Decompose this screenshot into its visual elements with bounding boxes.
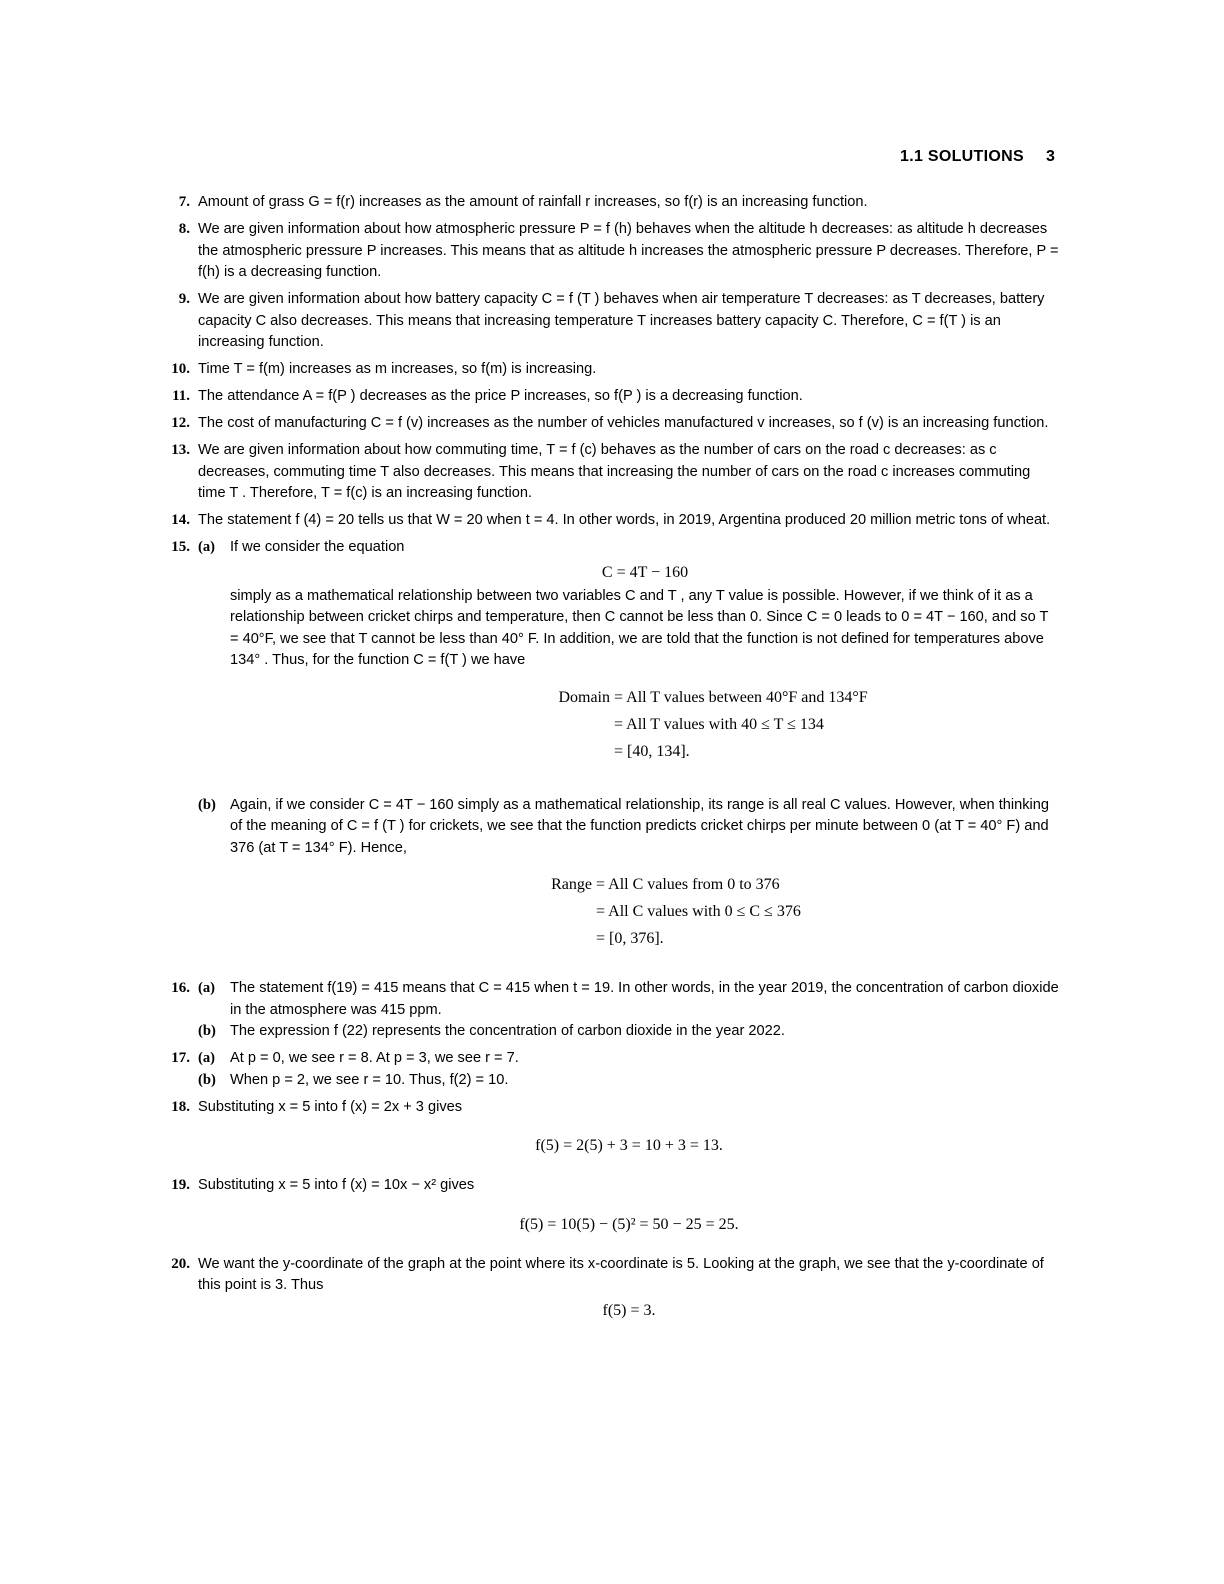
problem-16: [160, 978, 1060, 1043]
display-equation: f(5) = 10(5) − (5)² = 50 − 25 = 25.: [519, 1215, 739, 1233]
display-equation: C = 4T − 160: [601, 563, 689, 581]
problem-7: [160, 192, 1060, 214]
range-label: Range: [551, 876, 592, 893]
problem-15: [160, 537, 1060, 952]
range-line: = All C values from 0 to 376: [596, 876, 780, 893]
problem-number: 13.: [171, 442, 190, 458]
part-text: simply as a mathematical relationship between two variables C and T , any T value is possible. However, if we think of it as a relationship between cricket chirps and temperature, then C cannot be less than 0. Since C = 0 leads to 0 = 4T − 160, and so T = 40°F, we see that T cannot be less than 40° F. In addition, we are told that the function is not defined for temperatures above 134° . Thus, for the function C = f(T ) we have: [230, 587, 1049, 668]
display-equation: f(5) = 2(5) + 3 = 10 + 3 = 13.: [535, 1137, 723, 1154]
problem-number: 9.: [178, 291, 190, 307]
problem-number: 18.: [171, 1098, 190, 1115]
problem-17: [160, 1048, 1060, 1091]
solution-text: We are given information about how battery capacity C = f (T ) behaves when air temperature T decreases: as T decreases, battery capacity C also decreases. This means that increasing temperature T increases battery capacity C. Therefore, C = f(T ) is an increasing function.: [198, 291, 1045, 350]
domain-line: = All T values between 40°F and 134°F: [614, 688, 868, 706]
part-label: (b): [198, 796, 216, 813]
problem-number: 10.: [171, 361, 190, 377]
problem-18: [160, 1097, 1060, 1160]
solution-text: Time T = f(m) increases as m increases, so f(m) is increasing.: [198, 361, 597, 377]
solution-text: We want the y-coordinate of the graph at the point where its x-coordinate is 5. Looking at the graph, we see that the y-coordinate of this point is 3. Thus: [198, 1255, 1044, 1293]
problem-number: 19.: [171, 1177, 190, 1193]
problem-19: [160, 1175, 1060, 1238]
problem-13: [160, 440, 1060, 505]
problem-number: 7.: [178, 194, 190, 210]
page-number: 3: [1046, 148, 1055, 165]
part-a: [198, 1048, 1060, 1070]
part-label: (a): [198, 980, 216, 996]
problem-number: 14.: [171, 512, 190, 528]
problem-number: 17.: [171, 1050, 190, 1066]
solution-text: Amount of grass G = f(r) increases as the amount of rainfall r increases, so f(r) is an increasing function.: [198, 194, 868, 210]
range-derivation: [230, 871, 1060, 952]
domain-label: Domain: [558, 688, 610, 706]
problem-11: [160, 386, 1060, 408]
problem-number: 11.: [172, 388, 190, 404]
solution-text: We are given information about how atmospheric pressure P = f (h) behaves when the altitude h decreases: as altitude h decreases the atmospheric pressure P increases. This means that as altitude h increases the atmospheric pressure P decreases. Therefore, P = f(h) is a decreasing function.: [198, 221, 1059, 280]
part-text: The statement f(19) = 415 means that C = 415 when t = 19. In other words, in the year 2019, the concentration of carbon dioxide in the atmosphere was 415 ppm.: [230, 980, 1059, 1018]
part-b: [198, 1070, 1060, 1092]
domain-line: = All T values with 40 ≤ T ≤ 134: [614, 715, 824, 733]
problem-10: [160, 359, 1060, 381]
solution-text: Substituting x = 5 into f (x) = 10x − x² gives: [198, 1177, 475, 1193]
part-text: At p = 0, we see r = 8. At p = 3, we see r = 7.: [230, 1050, 519, 1066]
problem-12: [160, 413, 1060, 435]
part-b: [198, 1021, 1060, 1043]
solution-text: Substituting x = 5 into f (x) = 2x + 3 gives: [198, 1098, 463, 1115]
part-text: When p = 2, we see r = 10. Thus, f(2) = 10.: [230, 1071, 509, 1088]
part-label: (a): [198, 1050, 216, 1066]
problem-number: 8.: [178, 221, 190, 237]
part-text: Again, if we consider C = 4T − 160 simply as a mathematical relationship, its range is all real C values. However, when thinking of the meaning of C = f (T ) for crickets, we see that the function predicts cricket chirps per minute between 0 (at T = 40° F) and 376 (at T = 134° F). Hence,: [230, 796, 1050, 856]
problem-14: [160, 510, 1060, 532]
solutions-body: [160, 192, 1060, 1329]
solution-text: The statement f (4) = 20 tells us that W = 20 when t = 4. In other words, in 2019, Argentina produced 20 million metric tons of wheat.: [198, 512, 1051, 528]
part-b: [198, 795, 1060, 953]
range-line: = All C values with 0 ≤ C ≤ 376: [596, 903, 801, 920]
part-text: The expression f (22) represents the concentration of carbon dioxide in the year 2022.: [230, 1023, 785, 1039]
part-a: [198, 537, 1060, 765]
domain-line: = [40, 134].: [614, 742, 690, 760]
solution-text: The cost of manufacturing C = f (v) increases as the number of vehicles manufactured v increases, so f (v) is an increasing function.: [198, 415, 1049, 431]
domain-derivation: [230, 684, 1060, 765]
section-title: 1.1 SOLUTIONS: [900, 148, 1024, 165]
part-intro: If we consider the equation: [230, 539, 405, 555]
problem-number: 12.: [171, 415, 190, 431]
problem-20: [160, 1254, 1060, 1324]
problem-8: [160, 219, 1060, 284]
part-a: [198, 978, 1060, 1021]
display-equation: f(5) = 3.: [602, 1301, 656, 1319]
part-label: (b): [198, 1023, 216, 1039]
problem-9: [160, 289, 1060, 354]
problem-number: 16.: [171, 980, 190, 996]
problem-number: 15.: [171, 539, 190, 555]
part-label: (a): [198, 539, 216, 555]
solution-text: The attendance A = f(P ) decreases as the price P increases, so f(P ) is a decreasing function.: [198, 388, 803, 404]
solution-text: We are given information about how commuting time, T = f (c) behaves as the number of cars on the road c decreases: as c decreases, commuting time T also decreases. This means that increasing the number of cars on the road c increases commuting time T . Therefore, T = f(c) is an increasing function.: [198, 442, 1031, 501]
part-label: (b): [198, 1071, 216, 1088]
problem-number: 20.: [171, 1255, 190, 1272]
range-line: = [0, 376].: [596, 930, 664, 947]
